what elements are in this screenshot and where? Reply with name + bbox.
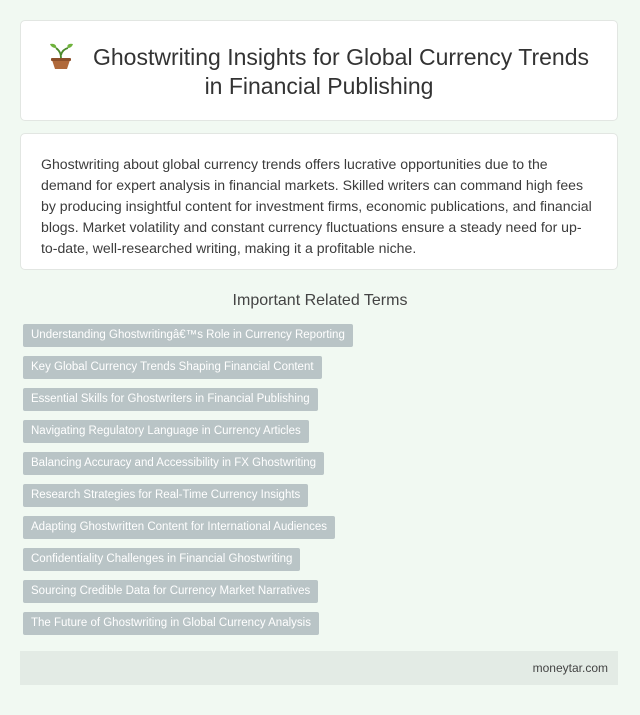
term-tag[interactable]: The Future of Ghostwriting in Global Currency Analysis — [23, 612, 319, 635]
term-tag[interactable]: Confidentiality Challenges in Financial Ghostwriting — [23, 548, 300, 571]
intro-paragraph: Ghostwriting about global currency trends offers lucrative opportunities due to the demand for expert analysis in financial markets. Skilled writers can command high fees by producing insightful content for investment firms, economic publications, and financial blogs. Market volatility and constant currency fluctuations ensure a steady need for up-to-date, well-researched writing, making it a profitable niche. — [41, 156, 592, 256]
term-tag[interactable]: Adapting Ghostwritten Content for International Audiences — [23, 516, 335, 539]
related-terms-list — [23, 324, 353, 644]
related-terms-heading: Important Related Terms — [232, 292, 408, 309]
term-tag[interactable]: Research Strategies for Real-Time Currency Insights — [23, 484, 308, 507]
seedling-icon — [49, 43, 73, 69]
footer-bar — [20, 651, 618, 685]
term-tag[interactable]: Essential Skills for Ghostwriters in Financial Publishing — [23, 388, 318, 411]
header-card — [20, 20, 618, 121]
term-tag[interactable]: Balancing Accuracy and Accessibility in FX Ghostwriting — [23, 452, 324, 475]
term-tag[interactable]: Sourcing Credible Data for Currency Market Narratives — [23, 580, 318, 603]
term-tag[interactable]: Key Global Currency Trends Shaping Financial Content — [23, 356, 322, 379]
term-tag[interactable]: Navigating Regulatory Language in Currency Articles — [23, 420, 309, 443]
term-tag[interactable]: Understanding Ghostwritingâ€™s Role in Currency Reporting — [23, 324, 353, 347]
intro-card — [20, 133, 618, 270]
footer-site-link[interactable]: moneytar.com — [532, 661, 608, 675]
page-title-text: Ghostwriting Insights for Global Currency Trends in Financial Publishing — [93, 44, 589, 99]
page-title — [21, 21, 617, 101]
